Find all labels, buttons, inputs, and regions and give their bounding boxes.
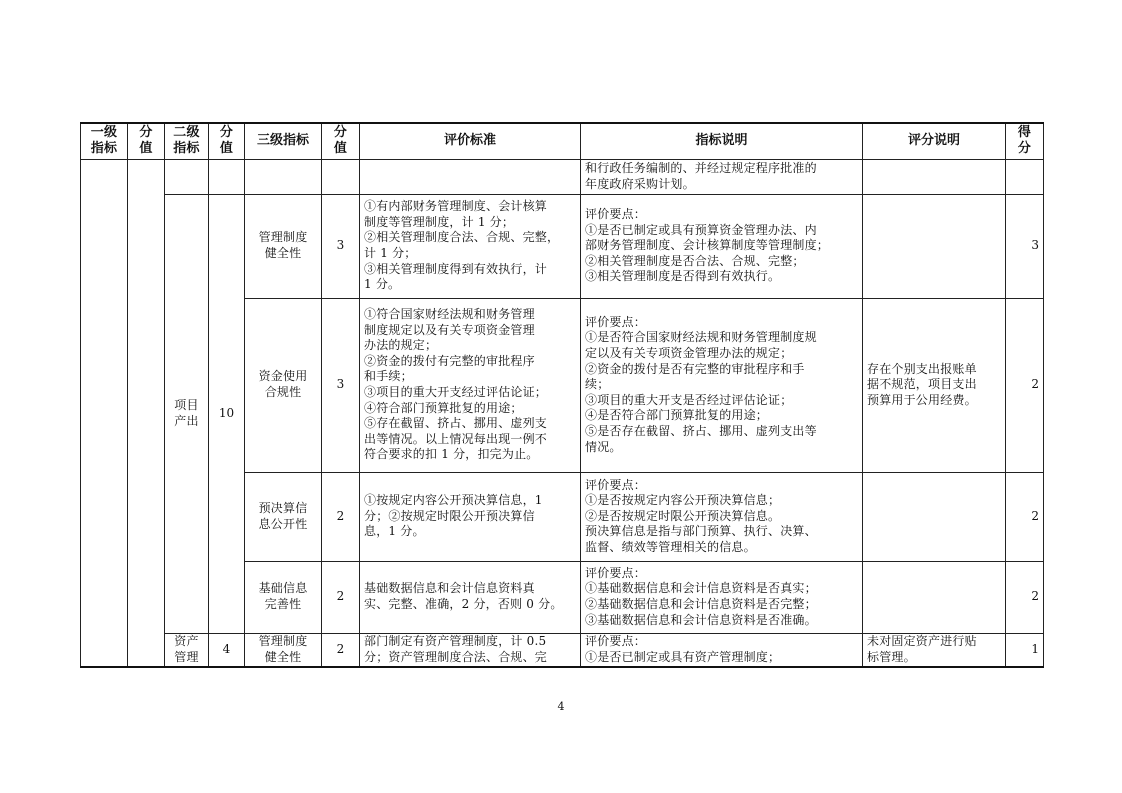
level3-indicator: 管理制度 健全性 <box>245 194 322 298</box>
level1-cell <box>81 159 128 667</box>
level3-score-cell <box>322 159 360 194</box>
criteria-text: ①符合国家财经法规和财务管理 制度规定以及有关专项资金管理 办法的规定； ②资金的拨付有完整的审批程序 和手续； ③项目的重大开支经过评估论证； ④符合部门预算批复的用途； ⑤存在截留、挤占、挪用、虚列支 出等情况。以上情况每出现一例不 符合要求的扣 1 分，扣完为止。 <box>360 298 581 472</box>
table-header-row <box>81 123 1044 159</box>
header-score-1: 分 值 <box>128 123 165 159</box>
header-level3-indicator: 三级指标 <box>245 123 322 159</box>
header-obtained-score: 得 分 <box>1006 123 1044 159</box>
scoring-note <box>863 561 1006 633</box>
header-scoring-note: 评分说明 <box>863 123 1006 159</box>
level3-indicator: 管理制度 健全性 <box>245 633 322 667</box>
description-text: 评价要点： ①是否已制定或具有资产管理制度； <box>581 633 863 667</box>
level3-score: 3 <box>322 298 360 472</box>
description-text: 评价要点： ①是否已制定或具有预算资金管理办法、内 部财务管理制度、会计核算制度等管理制度； ②相关管理制度是否合法、合规、完整； ③相关管理制度是否得到有效执行。 <box>581 194 863 298</box>
description-text: 评价要点： ①是否符合国家财经法规和财务管理制度规 定以及有关专项资金管理办法的规定； ②资金的拨付是否有完整的审批程序和手 续； ③项目的重大开支是否经过评估论证； ④是否符合部门预算批复的用途； ⑤是否存在截留、挤占、挪用、虚列支出等 情况。 <box>581 298 863 472</box>
level3-cell <box>245 159 322 194</box>
level3-score: 2 <box>322 561 360 633</box>
header-score-3: 分 值 <box>322 123 360 159</box>
level2-score-cell <box>209 159 245 194</box>
criteria-cell <box>360 159 581 194</box>
level3-score: 2 <box>322 633 360 667</box>
criteria-text: ①有内部财务管理制度、会计核算 制度等管理制度，计 1 分； ②相关管理制度合法、合规、完整， 计 1 分； ③相关管理制度得到有效执行，计 1 分。 <box>360 194 581 298</box>
level2-score-asset-management: 4 <box>209 633 245 667</box>
page-number: 4 <box>557 700 565 713</box>
header-score-2: 分 值 <box>209 123 245 159</box>
description-cell: 和行政任务编制的、并经过规定程序批准的 年度政府采购计划。 <box>581 159 863 194</box>
table-row <box>81 159 1044 194</box>
level3-score: 3 <box>322 194 360 298</box>
level2-indicator-project-output: 项目 产出 <box>165 194 209 633</box>
header-level2-indicator: 二级 指标 <box>165 123 209 159</box>
obtained-score: 2 <box>1006 561 1044 633</box>
level3-indicator: 基础信息 完善性 <box>245 561 322 633</box>
header-level1-indicator: 一级 指标 <box>81 123 128 159</box>
obtained-score-cell <box>1006 159 1044 194</box>
level2-indicator-asset-management: 资产 管理 <box>165 633 209 667</box>
header-description: 指标说明 <box>581 123 863 159</box>
obtained-score: 2 <box>1006 472 1044 561</box>
evaluation-table <box>80 122 1044 668</box>
scoring-note <box>863 472 1006 561</box>
criteria-text: 部门制定有资产管理制度，计 0.5 分；资产管理制度合法、合规、完 <box>360 633 581 667</box>
level2-cell <box>165 159 209 194</box>
level3-indicator: 预决算信 息公开性 <box>245 472 322 561</box>
level3-score: 2 <box>322 472 360 561</box>
criteria-text: ①按规定内容公开预决算信息，1 分；②按规定时限公开预决算信 息，1 分。 <box>360 472 581 561</box>
level2-score-project-output: 10 <box>209 194 245 633</box>
header-criteria: 评价标准 <box>360 123 581 159</box>
table-row <box>81 633 1044 667</box>
criteria-text: 基础数据信息和会计信息资料真 实、完整、准确，2 分，否则 0 分。 <box>360 561 581 633</box>
obtained-score: 1 <box>1006 633 1044 667</box>
table-row <box>81 194 1044 298</box>
description-text: 评价要点： ①基础数据信息和会计信息资料是否真实； ②基础数据信息和会计信息资料是否完整； ③基础数据信息和会计信息资料是否准确。 <box>581 561 863 633</box>
obtained-score: 2 <box>1006 298 1044 472</box>
obtained-score: 3 <box>1006 194 1044 298</box>
scoring-note-cell <box>863 159 1006 194</box>
scoring-note: 未对固定资产进行贴 标管理。 <box>863 633 1006 667</box>
level3-indicator: 资金使用 合规性 <box>245 298 322 472</box>
scoring-note <box>863 194 1006 298</box>
description-text: 评价要点： ①是否按规定内容公开预决算信息； ②是否按规定时限公开预决算信息。 预决算信息是指与部门预算、执行、决算、 监督、绩效等管理相关的信息。 <box>581 472 863 561</box>
level1-score-cell <box>128 159 165 667</box>
scoring-note: 存在个别支出报账单 据不规范，项目支出 预算用于公用经费。 <box>863 298 1006 472</box>
